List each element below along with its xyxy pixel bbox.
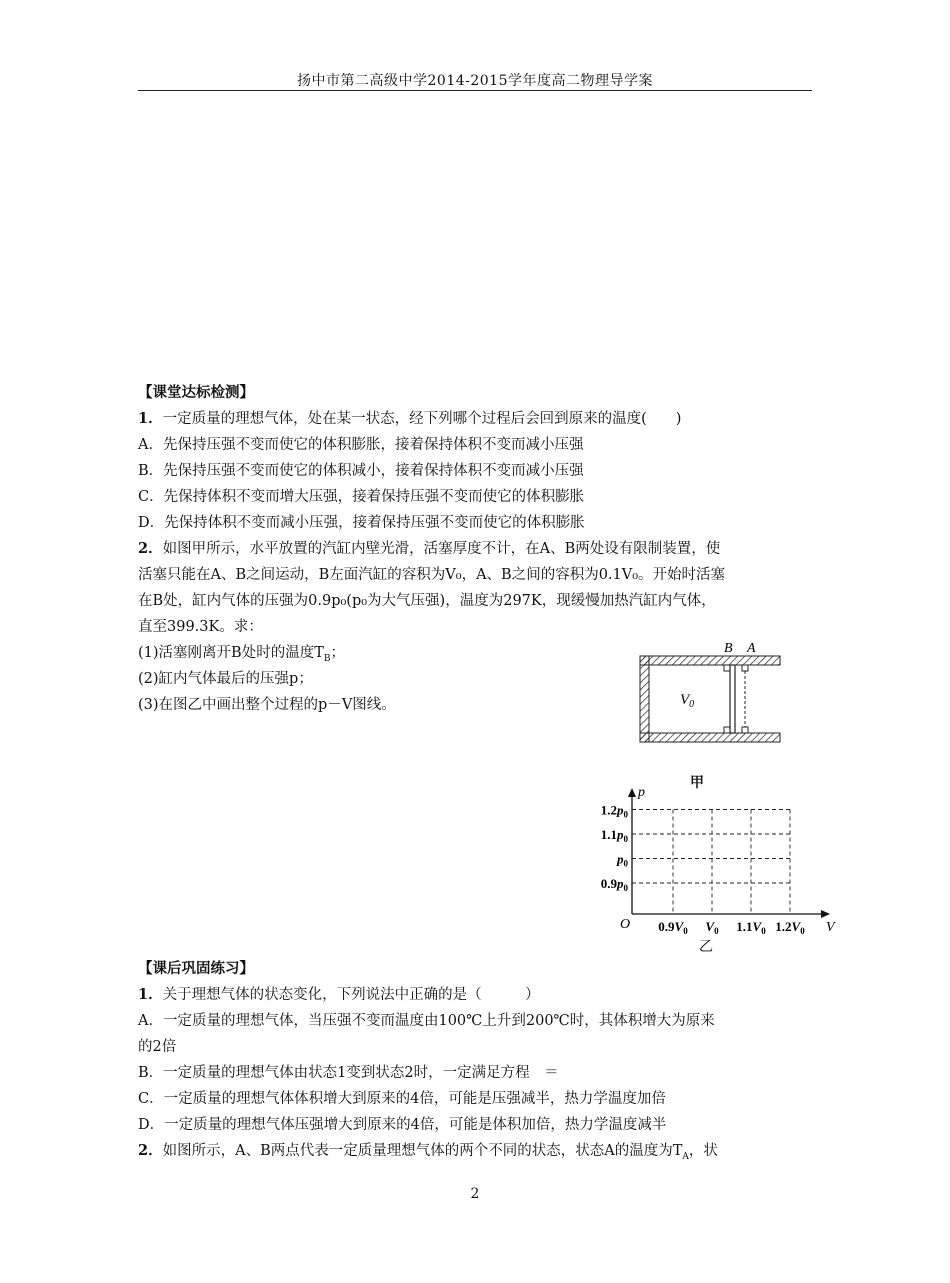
label-v0-sub: 0	[689, 699, 695, 710]
stopper-a-top	[742, 665, 748, 671]
x-tick-label: $1.2V_0$	[775, 919, 805, 936]
part-2: (2)缸内气体最后的压强p；	[138, 671, 313, 687]
stopper-b-top	[724, 665, 730, 671]
part-1-end: ；	[330, 645, 345, 661]
piston	[730, 665, 735, 733]
cylinder-bottom-wall	[640, 733, 780, 742]
option-c: C．先保持体积不变而增大压强，接着保持压强不变而使它的体积膨胀	[138, 489, 585, 505]
figure-yi-pv-chart	[580, 784, 840, 944]
y-axis-arrow	[628, 788, 636, 797]
question-stem: 如图所示，A、B两点代表一定质量理想气体的两个不同的状态，状态A的温度为T	[162, 1143, 683, 1159]
section-title: 【课堂达标检测】	[138, 384, 254, 401]
question-stem: 关于理想气体的状态变化，下列说法中正确的是（ ）	[162, 987, 540, 1003]
y-tick-label: $p_0$	[617, 851, 628, 869]
cylinder-left-wall	[640, 656, 649, 742]
option-a-line-2: 的2倍	[138, 1039, 177, 1055]
grid	[632, 810, 790, 915]
origin-label: O	[620, 917, 631, 932]
question-stem: 一定质量的理想气体，处在某一状态，经下列哪个过程后会回到原来的温度( )	[162, 411, 682, 427]
question-number: 1．	[138, 410, 163, 427]
label-v0-main: V	[680, 692, 690, 708]
question-number: 1．	[138, 986, 163, 1003]
stopper-a-bottom	[742, 727, 748, 733]
question-stem: 如图甲所示，水平放置的汽缸内壁光滑，活塞厚度不计，在A、B两处设有限制装置，使	[162, 541, 721, 557]
question-1	[138, 982, 818, 1008]
y-tick-label: $1.1p_0$	[600, 827, 628, 844]
figure-yi-caption: 乙	[699, 939, 713, 955]
page-header: 扬中市第二高级中学2014-2015学年度高二物理导学案	[297, 73, 653, 89]
question-2	[138, 1138, 818, 1164]
option-d: D．一定质量的理想气体压强增大到原来的4倍，可能是体积加倍，热力学温度减半	[138, 1117, 667, 1133]
figure-jia-caption: 甲	[690, 775, 704, 791]
page-number: 2	[470, 1186, 480, 1202]
section-after-class-practice	[138, 956, 818, 1164]
label-b: B	[724, 641, 733, 656]
x-axis-label: V	[826, 920, 835, 935]
y-axis-label: p	[638, 785, 645, 800]
question-number: 2．	[138, 1142, 163, 1159]
x-tick-label: $0.9V_0$	[658, 919, 688, 936]
x-axis-arrow	[821, 910, 830, 918]
part-1-text: (1)活塞刚离开B处时的温度T	[138, 645, 324, 661]
y-tick-label: $1.2p_0$	[600, 802, 628, 820]
question-2-line-2: 活塞只能在A、B之间运动，B左面汽缸的容积为V₀，A、B之间的容积为0.1V₀。开始时活塞	[138, 567, 726, 583]
stem-sub: A	[682, 1151, 689, 1162]
section-title: 【课后巩固练习】	[138, 960, 254, 977]
option-b: B．先保持压强不变而使它的体积减小，接着保持体积不变而减小压强	[138, 463, 584, 479]
question-number: 2．	[138, 540, 163, 557]
option-a: A．先保持压强不变而使它的体积膨胀，接着保持体积不变而减小压强	[138, 437, 584, 453]
option-c: C．一定质量的理想气体体积增大到原来的4倍，可能是压强减半，热力学温度加倍	[138, 1091, 666, 1107]
question-2-line-3: 在B处，缸内气体的压强为0.9p₀(p₀为大气压强)，温度为297K，现缓慢加热汽缸内气体，	[138, 593, 716, 609]
y-tick-label: $0.9p_0$	[600, 876, 628, 893]
part-3: (3)在图乙中画出整个过程的p－V图线。	[138, 697, 396, 713]
option-d: D．先保持体积不变而减小压强，接着保持压强不变而使它的体积膨胀	[138, 515, 585, 531]
stem-end: ，状	[688, 1143, 718, 1159]
part-1-sub: B	[323, 653, 331, 664]
question-2-line-4: 直至399.3K。求：	[138, 619, 263, 635]
question-2-line-1	[138, 536, 818, 562]
cylinder-top-wall	[640, 656, 780, 665]
label-a: A	[747, 641, 756, 656]
x-tick-label: $1.1V_0$	[736, 919, 766, 936]
question-1	[138, 406, 818, 432]
figure-jia-cylinder	[630, 636, 790, 748]
header-rule	[138, 90, 812, 91]
option-b: B．一定质量的理想气体由状态1变到状态2时，一定满足方程 ＝	[138, 1065, 559, 1081]
label-v0	[680, 692, 694, 710]
option-a-line-1: A．一定质量的理想气体，当压强不变而温度由100℃上升到200℃时，其体积增大为原来	[138, 1013, 715, 1029]
stopper-b-bottom	[724, 727, 730, 733]
x-tick-label: $V_0$	[705, 919, 719, 936]
